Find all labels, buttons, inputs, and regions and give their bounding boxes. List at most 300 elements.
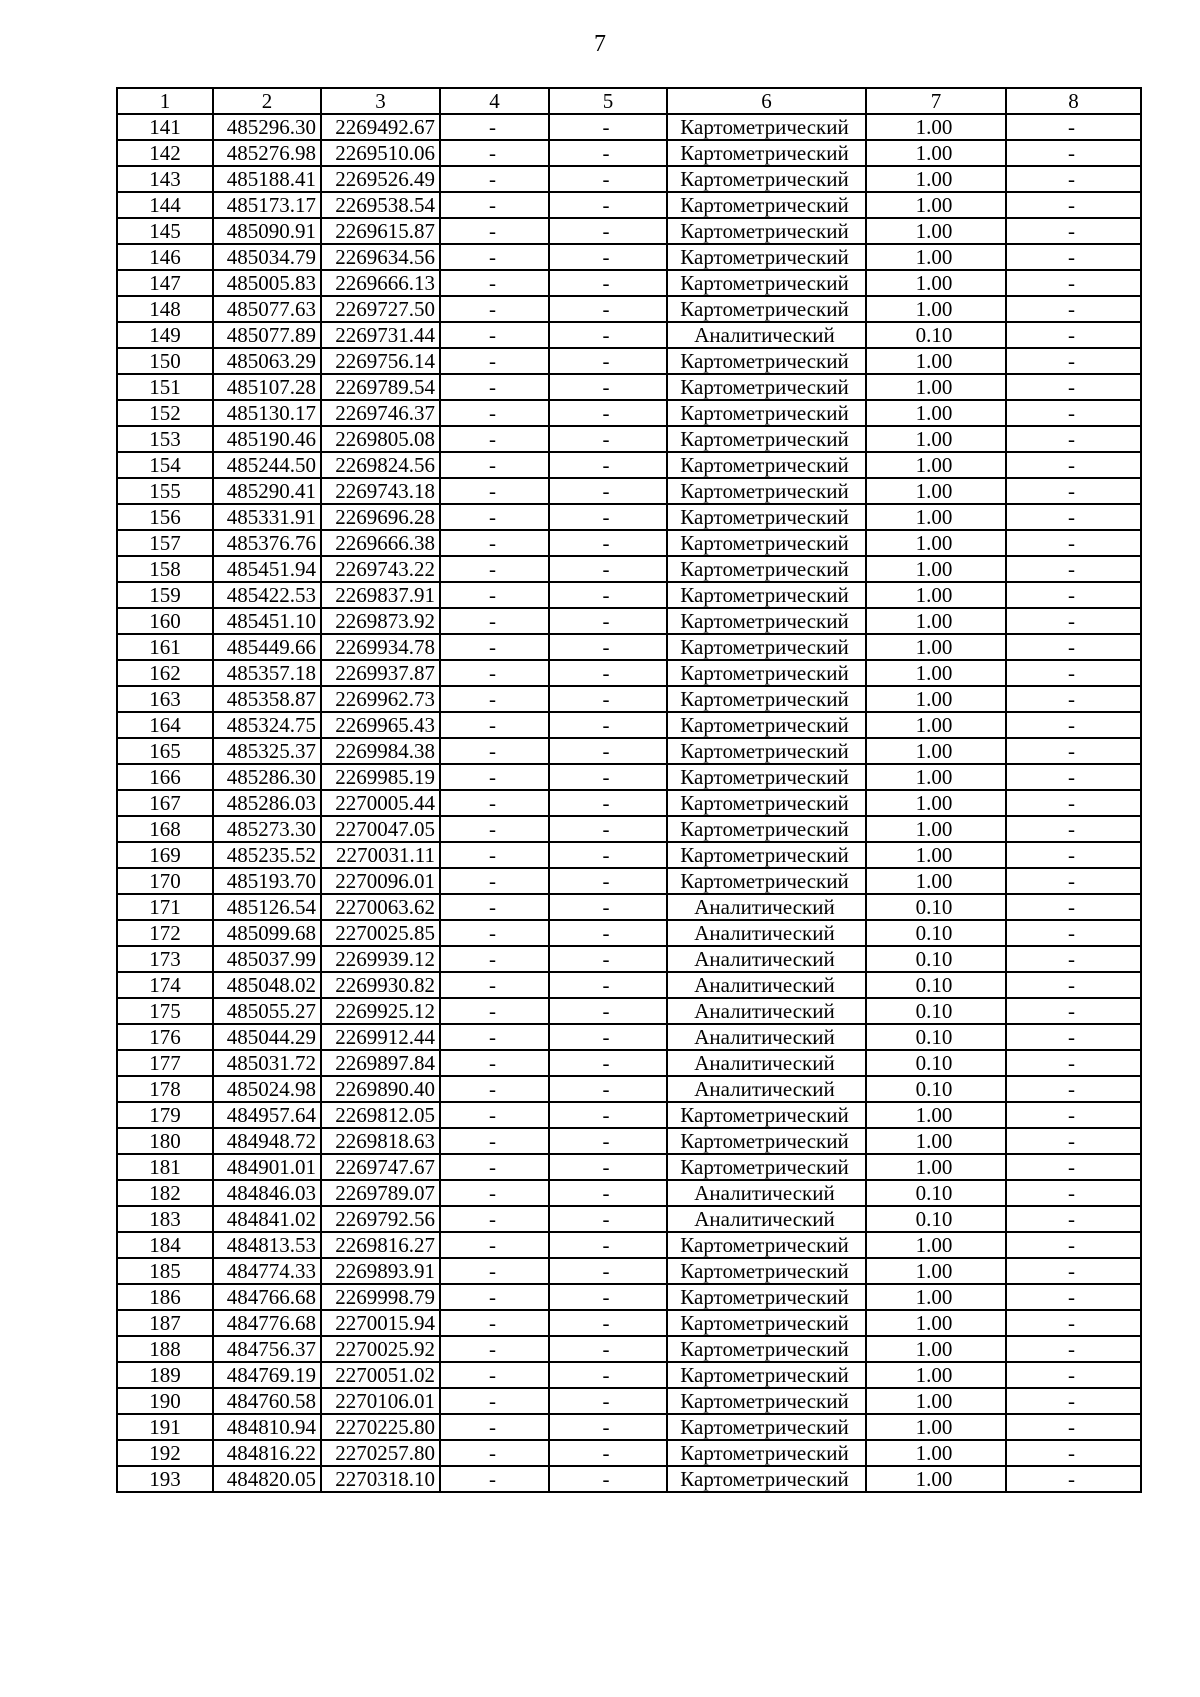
table-row (117, 1024, 1141, 1050)
col4-cell: - (440, 218, 549, 244)
col8-cell: - (1006, 1154, 1141, 1180)
method-cell: Картометрический (667, 660, 866, 686)
table-row (117, 894, 1141, 920)
method-cell: Аналитический (667, 1024, 866, 1050)
table-row (117, 738, 1141, 764)
table-row (117, 1336, 1141, 1362)
header-cell: 6 (667, 88, 866, 114)
accuracy-cell: 1.00 (866, 634, 1006, 660)
col4-cell: - (440, 192, 549, 218)
table-row (117, 1258, 1141, 1284)
table-row (117, 712, 1141, 738)
col5-cell: - (549, 842, 667, 868)
y-coordinate-cell: 2270318.10 (321, 1466, 440, 1492)
method-cell: Картометрический (667, 556, 866, 582)
col8-cell: - (1006, 998, 1141, 1024)
method-cell: Картометрический (667, 1414, 866, 1440)
col4-cell: - (440, 1206, 549, 1232)
method-cell: Картометрический (667, 1362, 866, 1388)
col4-cell: - (440, 1336, 549, 1362)
y-coordinate-cell: 2269634.56 (321, 244, 440, 270)
col8-cell: - (1006, 270, 1141, 296)
method-cell: Картометрический (667, 816, 866, 842)
col5-cell: - (549, 582, 667, 608)
col8-cell: - (1006, 1414, 1141, 1440)
page-number: 7 (594, 31, 606, 57)
table-row (117, 140, 1141, 166)
col5-cell: - (549, 296, 667, 322)
col4-cell: - (440, 634, 549, 660)
y-coordinate-cell: 2269747.67 (321, 1154, 440, 1180)
header-cell: 1 (117, 88, 213, 114)
x-coordinate-cell: 485324.75 (213, 712, 321, 738)
point-number-cell: 187 (117, 1310, 213, 1336)
col5-cell: - (549, 920, 667, 946)
col5-cell: - (549, 478, 667, 504)
col4-cell: - (440, 738, 549, 764)
col4-cell: - (440, 452, 549, 478)
y-coordinate-cell: 2270025.92 (321, 1336, 440, 1362)
y-coordinate-cell: 2269939.12 (321, 946, 440, 972)
x-coordinate-cell: 485276.98 (213, 140, 321, 166)
point-number-cell: 149 (117, 322, 213, 348)
col5-cell: - (549, 1154, 667, 1180)
col5-cell: - (549, 270, 667, 296)
col5-cell: - (549, 1440, 667, 1466)
accuracy-cell: 1.00 (866, 1310, 1006, 1336)
col4-cell: - (440, 790, 549, 816)
x-coordinate-cell: 485273.30 (213, 816, 321, 842)
accuracy-cell: 1.00 (866, 738, 1006, 764)
method-cell: Картометрический (667, 1388, 866, 1414)
point-number-cell: 152 (117, 400, 213, 426)
x-coordinate-cell: 485063.29 (213, 348, 321, 374)
x-coordinate-cell: 484846.03 (213, 1180, 321, 1206)
method-cell: Картометрический (667, 868, 866, 894)
col8-cell: - (1006, 1466, 1141, 1492)
accuracy-cell: 1.00 (866, 504, 1006, 530)
table-header-row (117, 88, 1141, 114)
accuracy-cell: 0.10 (866, 920, 1006, 946)
accuracy-cell: 0.10 (866, 894, 1006, 920)
col4-cell: - (440, 530, 549, 556)
table-row (117, 1466, 1141, 1492)
x-coordinate-cell: 484766.68 (213, 1284, 321, 1310)
method-cell: Картометрический (667, 1128, 866, 1154)
accuracy-cell: 1.00 (866, 816, 1006, 842)
header-cell: 7 (866, 88, 1006, 114)
col4-cell: - (440, 582, 549, 608)
col8-cell: - (1006, 478, 1141, 504)
accuracy-cell: 0.10 (866, 1050, 1006, 1076)
point-number-cell: 141 (117, 114, 213, 140)
point-number-cell: 169 (117, 842, 213, 868)
accuracy-cell: 1.00 (866, 1388, 1006, 1414)
x-coordinate-cell: 485048.02 (213, 972, 321, 998)
x-coordinate-cell: 484760.58 (213, 1388, 321, 1414)
method-cell: Картометрический (667, 1284, 866, 1310)
x-coordinate-cell: 485325.37 (213, 738, 321, 764)
y-coordinate-cell: 2270047.05 (321, 816, 440, 842)
y-coordinate-cell: 2269893.91 (321, 1258, 440, 1284)
point-number-cell: 171 (117, 894, 213, 920)
method-cell: Картометрический (667, 686, 866, 712)
table-row (117, 1128, 1141, 1154)
col5-cell: - (549, 1050, 667, 1076)
table-row (117, 1232, 1141, 1258)
col5-cell: - (549, 712, 667, 738)
point-number-cell: 181 (117, 1154, 213, 1180)
table-row (117, 244, 1141, 270)
method-cell: Картометрический (667, 140, 866, 166)
x-coordinate-cell: 484820.05 (213, 1466, 321, 1492)
table-row (117, 296, 1141, 322)
col8-cell: - (1006, 1310, 1141, 1336)
x-coordinate-cell: 484776.68 (213, 1310, 321, 1336)
point-number-cell: 177 (117, 1050, 213, 1076)
point-number-cell: 183 (117, 1206, 213, 1232)
method-cell: Аналитический (667, 920, 866, 946)
col8-cell: - (1006, 1076, 1141, 1102)
col8-cell: - (1006, 1388, 1141, 1414)
col5-cell: - (549, 1102, 667, 1128)
col5-cell: - (549, 764, 667, 790)
method-cell: Аналитический (667, 894, 866, 920)
point-number-cell: 191 (117, 1414, 213, 1440)
y-coordinate-cell: 2269812.05 (321, 1102, 440, 1128)
point-number-cell: 162 (117, 660, 213, 686)
y-coordinate-cell: 2270106.01 (321, 1388, 440, 1414)
x-coordinate-cell: 485296.30 (213, 114, 321, 140)
x-coordinate-cell: 485044.29 (213, 1024, 321, 1050)
y-coordinate-cell: 2269696.28 (321, 504, 440, 530)
table-row (117, 1440, 1141, 1466)
method-cell: Картометрический (667, 790, 866, 816)
col5-cell: - (549, 1024, 667, 1050)
x-coordinate-cell: 484774.33 (213, 1258, 321, 1284)
y-coordinate-cell: 2270015.94 (321, 1310, 440, 1336)
table-row (117, 1414, 1141, 1440)
x-coordinate-cell: 485235.52 (213, 842, 321, 868)
table-row (117, 1310, 1141, 1336)
y-coordinate-cell: 2270257.80 (321, 1440, 440, 1466)
col8-cell: - (1006, 1362, 1141, 1388)
col8-cell: - (1006, 114, 1141, 140)
point-number-cell: 145 (117, 218, 213, 244)
y-coordinate-cell: 2269912.44 (321, 1024, 440, 1050)
col8-cell: - (1006, 764, 1141, 790)
col4-cell: - (440, 1414, 549, 1440)
col8-cell: - (1006, 894, 1141, 920)
col8-cell: - (1006, 1180, 1141, 1206)
y-coordinate-cell: 2269998.79 (321, 1284, 440, 1310)
col8-cell: - (1006, 1024, 1141, 1050)
method-cell: Аналитический (667, 1050, 866, 1076)
col5-cell: - (549, 114, 667, 140)
accuracy-cell: 1.00 (866, 1154, 1006, 1180)
col8-cell: - (1006, 1258, 1141, 1284)
method-cell: Картометрический (667, 192, 866, 218)
header-cell: 5 (549, 88, 667, 114)
x-coordinate-cell: 485451.10 (213, 608, 321, 634)
col8-cell: - (1006, 608, 1141, 634)
accuracy-cell: 1.00 (866, 868, 1006, 894)
col5-cell: - (549, 1414, 667, 1440)
col4-cell: - (440, 1466, 549, 1492)
accuracy-cell: 1.00 (866, 1362, 1006, 1388)
point-number-cell: 142 (117, 140, 213, 166)
y-coordinate-cell: 2269937.87 (321, 660, 440, 686)
accuracy-cell: 1.00 (866, 244, 1006, 270)
col4-cell: - (440, 1362, 549, 1388)
method-cell: Картометрический (667, 842, 866, 868)
col5-cell: - (549, 738, 667, 764)
col8-cell: - (1006, 244, 1141, 270)
point-number-cell: 172 (117, 920, 213, 946)
col5-cell: - (549, 894, 667, 920)
col5-cell: - (549, 530, 667, 556)
col8-cell: - (1006, 1440, 1141, 1466)
point-number-cell: 160 (117, 608, 213, 634)
accuracy-cell: 1.00 (866, 608, 1006, 634)
y-coordinate-cell: 2269897.84 (321, 1050, 440, 1076)
col8-cell: - (1006, 816, 1141, 842)
y-coordinate-cell: 2269789.07 (321, 1180, 440, 1206)
col4-cell: - (440, 322, 549, 348)
col5-cell: - (549, 946, 667, 972)
y-coordinate-cell: 2269792.56 (321, 1206, 440, 1232)
col8-cell: - (1006, 166, 1141, 192)
method-cell: Аналитический (667, 998, 866, 1024)
y-coordinate-cell: 2269818.63 (321, 1128, 440, 1154)
table-row (117, 842, 1141, 868)
y-coordinate-cell: 2270025.85 (321, 920, 440, 946)
x-coordinate-cell: 485188.41 (213, 166, 321, 192)
col4-cell: - (440, 608, 549, 634)
table-row (117, 1180, 1141, 1206)
col4-cell: - (440, 1102, 549, 1128)
accuracy-cell: 1.00 (866, 842, 1006, 868)
y-coordinate-cell: 2270096.01 (321, 868, 440, 894)
x-coordinate-cell: 485130.17 (213, 400, 321, 426)
table-row (117, 998, 1141, 1024)
header-cell: 8 (1006, 88, 1141, 114)
table-row (117, 556, 1141, 582)
x-coordinate-cell: 485376.76 (213, 530, 321, 556)
accuracy-cell: 1.00 (866, 790, 1006, 816)
method-cell: Картометрический (667, 166, 866, 192)
accuracy-cell: 1.00 (866, 1232, 1006, 1258)
x-coordinate-cell: 484813.53 (213, 1232, 321, 1258)
col5-cell: - (549, 1336, 667, 1362)
col5-cell: - (549, 1310, 667, 1336)
col4-cell: - (440, 1258, 549, 1284)
point-number-cell: 192 (117, 1440, 213, 1466)
col8-cell: - (1006, 972, 1141, 998)
col4-cell: - (440, 504, 549, 530)
table-row (117, 452, 1141, 478)
col8-cell: - (1006, 582, 1141, 608)
table-row (117, 582, 1141, 608)
col4-cell: - (440, 816, 549, 842)
col8-cell: - (1006, 868, 1141, 894)
accuracy-cell: 1.00 (866, 1440, 1006, 1466)
accuracy-cell: 1.00 (866, 400, 1006, 426)
col8-cell: - (1006, 400, 1141, 426)
col4-cell: - (440, 764, 549, 790)
table-row (117, 400, 1141, 426)
accuracy-cell: 1.00 (866, 1466, 1006, 1492)
x-coordinate-cell: 485422.53 (213, 582, 321, 608)
method-cell: Картометрический (667, 296, 866, 322)
x-coordinate-cell: 485173.17 (213, 192, 321, 218)
accuracy-cell: 1.00 (866, 452, 1006, 478)
point-number-cell: 179 (117, 1102, 213, 1128)
table-row (117, 1076, 1141, 1102)
method-cell: Картометрический (667, 1466, 866, 1492)
accuracy-cell: 1.00 (866, 1128, 1006, 1154)
col5-cell: - (549, 556, 667, 582)
x-coordinate-cell: 485286.30 (213, 764, 321, 790)
y-coordinate-cell: 2269731.44 (321, 322, 440, 348)
col5-cell: - (549, 790, 667, 816)
accuracy-cell: 1.00 (866, 426, 1006, 452)
x-coordinate-cell: 485024.98 (213, 1076, 321, 1102)
col5-cell: - (549, 244, 667, 270)
point-number-cell: 159 (117, 582, 213, 608)
y-coordinate-cell: 2269510.06 (321, 140, 440, 166)
col4-cell: - (440, 374, 549, 400)
coordinates-table (116, 87, 1142, 1493)
accuracy-cell: 1.00 (866, 270, 1006, 296)
accuracy-cell: 1.00 (866, 348, 1006, 374)
table-row (117, 946, 1141, 972)
table-row (117, 920, 1141, 946)
col5-cell: - (549, 1076, 667, 1102)
x-coordinate-cell: 485451.94 (213, 556, 321, 582)
accuracy-cell: 0.10 (866, 322, 1006, 348)
accuracy-cell: 1.00 (866, 686, 1006, 712)
accuracy-cell: 1.00 (866, 582, 1006, 608)
y-coordinate-cell: 2270225.80 (321, 1414, 440, 1440)
method-cell: Картометрический (667, 1336, 866, 1362)
accuracy-cell: 1.00 (866, 1258, 1006, 1284)
y-coordinate-cell: 2269816.27 (321, 1232, 440, 1258)
col4-cell: - (440, 1232, 549, 1258)
col4-cell: - (440, 894, 549, 920)
accuracy-cell: 1.00 (866, 1336, 1006, 1362)
y-coordinate-cell: 2269743.18 (321, 478, 440, 504)
accuracy-cell: 0.10 (866, 1024, 1006, 1050)
col4-cell: - (440, 1180, 549, 1206)
x-coordinate-cell: 485193.70 (213, 868, 321, 894)
point-number-cell: 161 (117, 634, 213, 660)
y-coordinate-cell: 2269925.12 (321, 998, 440, 1024)
col5-cell: - (549, 1128, 667, 1154)
col8-cell: - (1006, 842, 1141, 868)
accuracy-cell: 1.00 (866, 712, 1006, 738)
point-number-cell: 174 (117, 972, 213, 998)
col5-cell: - (549, 400, 667, 426)
col8-cell: - (1006, 1102, 1141, 1128)
method-cell: Картометрический (667, 270, 866, 296)
col4-cell: - (440, 998, 549, 1024)
point-number-cell: 157 (117, 530, 213, 556)
point-number-cell: 155 (117, 478, 213, 504)
x-coordinate-cell: 485449.66 (213, 634, 321, 660)
col5-cell: - (549, 1284, 667, 1310)
y-coordinate-cell: 2269666.13 (321, 270, 440, 296)
x-coordinate-cell: 485099.68 (213, 920, 321, 946)
point-number-cell: 178 (117, 1076, 213, 1102)
col5-cell: - (549, 1258, 667, 1284)
point-number-cell: 186 (117, 1284, 213, 1310)
point-number-cell: 166 (117, 764, 213, 790)
col8-cell: - (1006, 686, 1141, 712)
col4-cell: - (440, 1154, 549, 1180)
point-number-cell: 154 (117, 452, 213, 478)
table-row (117, 504, 1141, 530)
accuracy-cell: 1.00 (866, 660, 1006, 686)
y-coordinate-cell: 2269727.50 (321, 296, 440, 322)
y-coordinate-cell: 2269873.92 (321, 608, 440, 634)
point-number-cell: 167 (117, 790, 213, 816)
col4-cell: - (440, 1128, 549, 1154)
col5-cell: - (549, 1206, 667, 1232)
x-coordinate-cell: 485290.41 (213, 478, 321, 504)
col5-cell: - (549, 634, 667, 660)
col5-cell: - (549, 868, 667, 894)
table-row (117, 1284, 1141, 1310)
col4-cell: - (440, 946, 549, 972)
col8-cell: - (1006, 530, 1141, 556)
method-cell: Аналитический (667, 946, 866, 972)
y-coordinate-cell: 2269890.40 (321, 1076, 440, 1102)
table-row (117, 426, 1141, 452)
col8-cell: - (1006, 712, 1141, 738)
method-cell: Картометрический (667, 504, 866, 530)
y-coordinate-cell: 2269837.91 (321, 582, 440, 608)
y-coordinate-cell: 2269789.54 (321, 374, 440, 400)
x-coordinate-cell: 485034.79 (213, 244, 321, 270)
y-coordinate-cell: 2269492.67 (321, 114, 440, 140)
table-row (117, 1102, 1141, 1128)
x-coordinate-cell: 484756.37 (213, 1336, 321, 1362)
table-row (117, 374, 1141, 400)
method-cell: Картометрический (667, 114, 866, 140)
accuracy-cell: 1.00 (866, 1102, 1006, 1128)
point-number-cell: 148 (117, 296, 213, 322)
method-cell: Картометрический (667, 1154, 866, 1180)
y-coordinate-cell: 2270031.11 (321, 842, 440, 868)
col4-cell: - (440, 842, 549, 868)
table-row (117, 1206, 1141, 1232)
method-cell: Картометрический (667, 1310, 866, 1336)
x-coordinate-cell: 485286.03 (213, 790, 321, 816)
header-cell: 2 (213, 88, 321, 114)
method-cell: Картометрический (667, 712, 866, 738)
col5-cell: - (549, 348, 667, 374)
table-row (117, 114, 1141, 140)
accuracy-cell: 1.00 (866, 296, 1006, 322)
x-coordinate-cell: 485077.89 (213, 322, 321, 348)
col8-cell: - (1006, 738, 1141, 764)
table-row (117, 660, 1141, 686)
x-coordinate-cell: 485126.54 (213, 894, 321, 920)
col5-cell: - (549, 816, 667, 842)
col4-cell: - (440, 556, 549, 582)
col4-cell: - (440, 686, 549, 712)
